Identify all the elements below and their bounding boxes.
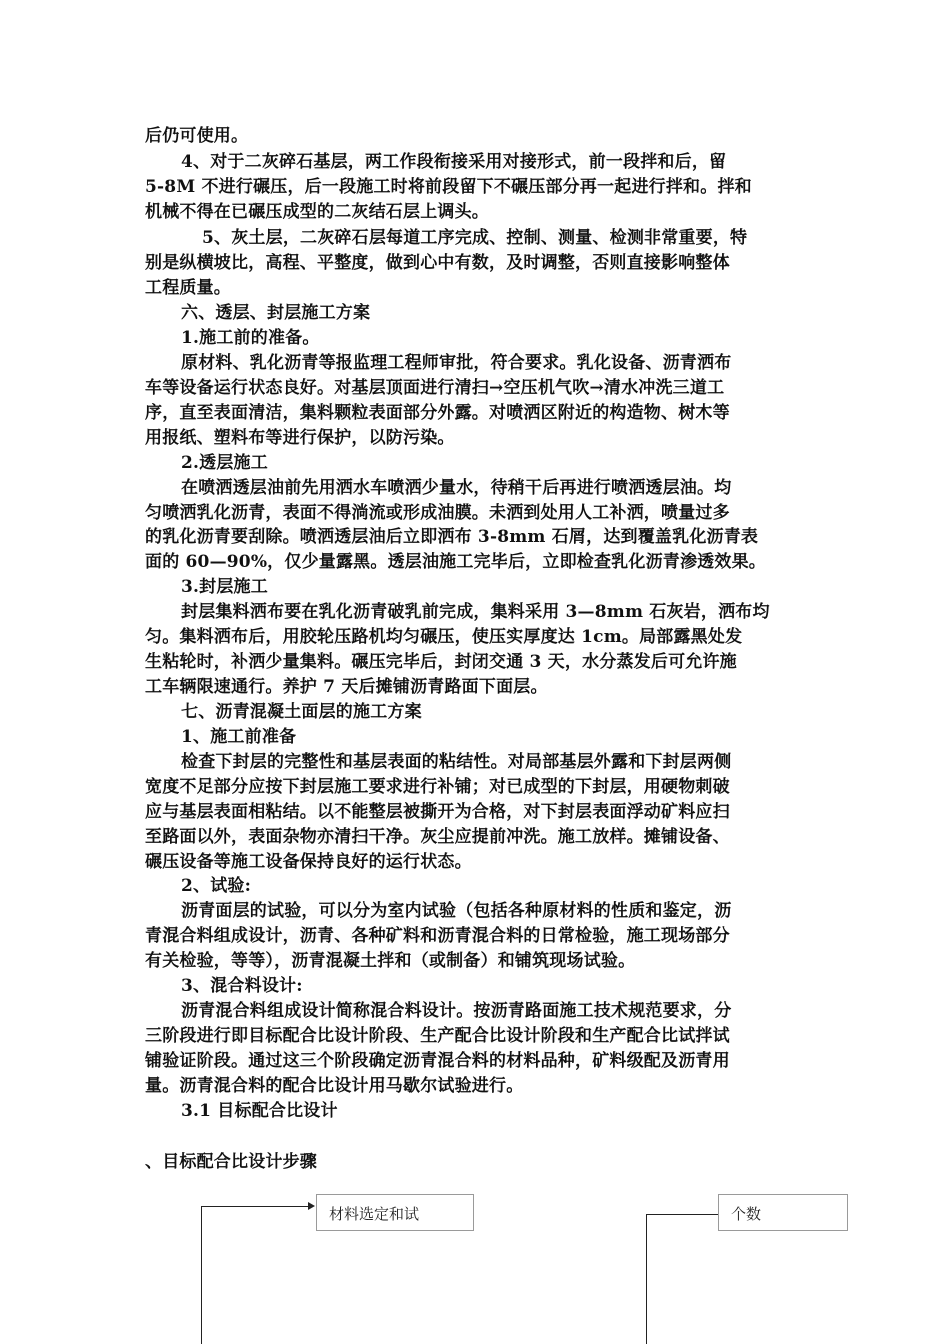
paragraph-line: 至路面以外，表面杂物亦清扫干净。灰尘应提前冲洗。施工放样。摊铺设备、: [145, 827, 730, 847]
paragraph-line: 沥青混合料组成设计简称混合料设计。按沥青路面施工技术规范要求，分: [181, 1001, 732, 1021]
subsection-heading: 2、试验:: [181, 876, 252, 896]
paragraph-line: 沥青面层的试验，可以分为室内试验（包括各种原材料的性质和鉴定，沥: [181, 901, 732, 921]
paragraph-line: 5-8M 不进行碾压，后一段施工时将前段留下不碾压部分再一起进行拌和。拌和: [145, 177, 752, 197]
paragraph-line: 有关检验，等等），沥青混凝土拌和（或制备）和铺筑现场试验。: [145, 951, 636, 971]
paragraph-line: 5、灰土层，二灰碎石层每道工序完成、控制、测量、检测非常重要，特: [202, 228, 748, 248]
paragraph-line: 铺验证阶段。通过这三个阶段确定沥青混合料的材料品种，矿料级配及沥青用: [145, 1051, 730, 1071]
paragraph-line: 的乳化沥青要刮除。喷洒透层油后立即洒布 3-8mm 石屑，达到覆盖乳化沥青表: [145, 527, 759, 547]
flow-connector-right-top: [646, 1214, 718, 1215]
subsection-heading: 3.1 目标配合比设计: [181, 1101, 338, 1121]
paragraph-line: 三阶段进行即目标配合比设计阶段、生产配合比设计阶段和生产配合比试拌试: [145, 1026, 730, 1046]
subsection-heading: 3、混合料设计:: [181, 976, 303, 996]
flow-box-count: 个数: [718, 1194, 848, 1231]
flowchart-heading: 、目标配合比设计步骤: [145, 1152, 317, 1172]
paragraph-line: 序，直至表面清洁，集料颗粒表面部分外露。对喷洒区附近的构造物、树木等: [145, 403, 730, 423]
paragraph-line: 封层集料洒布要在乳化沥青破乳前完成，集料采用 3—8mm 石灰岩，洒布均: [181, 602, 770, 622]
paragraph-line: 匀喷洒乳化沥青，表面不得淌流或形成油膜。未洒到处用人工补洒，喷量过多: [145, 503, 730, 523]
flow-box-material-selection: 材料选定和试: [316, 1194, 474, 1231]
flow-connector-top: [201, 1206, 309, 1207]
flow-connector-right: [646, 1214, 647, 1344]
paragraph-line: 车等设备运行状态良好。对基层顶面进行清扫→空压机气吹→清水冲洗三道工: [145, 378, 725, 398]
paragraph-line: 机械不得在已碾压成型的二灰结石层上调头。: [145, 202, 489, 222]
arrow-right-icon: [308, 1202, 315, 1210]
paragraph-line: 量。沥青混合料的配合比设计用马歇尔试验进行。: [145, 1076, 524, 1096]
section-heading: 六、透层、封层施工方案: [181, 303, 371, 323]
paragraph-line: 检查下封层的完整性和基层表面的粘结性。对局部基层外露和下封层两侧: [181, 752, 732, 772]
paragraph-line: 4、对于二灰碎石基层，两工作段衔接采用对接形式，前一段拌和后，留: [181, 152, 727, 172]
paragraph-line: 原材料、乳化沥青等报监理工程师审批，符合要求。乳化设备、沥青洒布: [181, 353, 732, 373]
subsection-heading: 1、施工前准备: [181, 727, 297, 747]
subsection-heading: 3.封层施工: [181, 577, 268, 597]
paragraph-line: 后仍可使用。: [145, 126, 249, 146]
paragraph-line: 工车辆限速通行。养护 7 天后摊铺沥青路面下面层。: [145, 677, 548, 697]
paragraph-line: 匀。集料洒布后，用胶轮压路机均匀碾压，使压实厚度达 1cm。局部露黑处发: [145, 627, 743, 647]
paragraph-line: 用报纸、塑料布等进行保护，以防污染。: [145, 428, 455, 448]
subsection-heading: 1.施工前的准备。: [181, 328, 320, 348]
paragraph-line: 生粘轮时，补洒少量集料。碾压完毕后，封闭交通 3 天，水分蒸发后可允许施: [145, 652, 737, 672]
paragraph-line: 工程质量。: [145, 278, 231, 298]
paragraph-line: 应与基层表面相粘结。以不能整层被撕开为合格，对下封层表面浮动矿料应扫: [145, 802, 730, 822]
paragraph-line: 碾压设备等施工设备保持良好的运行状态。: [145, 852, 472, 872]
flow-connector-left: [201, 1206, 202, 1344]
paragraph-line: 青混合料组成设计，沥青、各种矿料和沥青混合料的日常检验，施工现场部分: [145, 926, 730, 946]
paragraph-line: 别是纵横坡比，高程、平整度，做到心中有数，及时调整，否则直接影响整体: [145, 253, 730, 273]
paragraph-line: 面的 60—90%，仅少量露黑。透层油施工完毕后，立即检查乳化沥青渗透效果。: [145, 552, 766, 572]
subsection-heading: 2.透层施工: [181, 453, 268, 473]
section-heading: 七、沥青混凝土面层的施工方案: [181, 702, 422, 722]
paragraph-line: 宽度不足部分应按下封层施工要求进行补铺；对已成型的下封层，用硬物刺破: [145, 777, 730, 797]
paragraph-line: 在喷洒透层油前先用洒水车喷洒少量水，待稍干后再进行喷洒透层油。均: [181, 478, 732, 498]
